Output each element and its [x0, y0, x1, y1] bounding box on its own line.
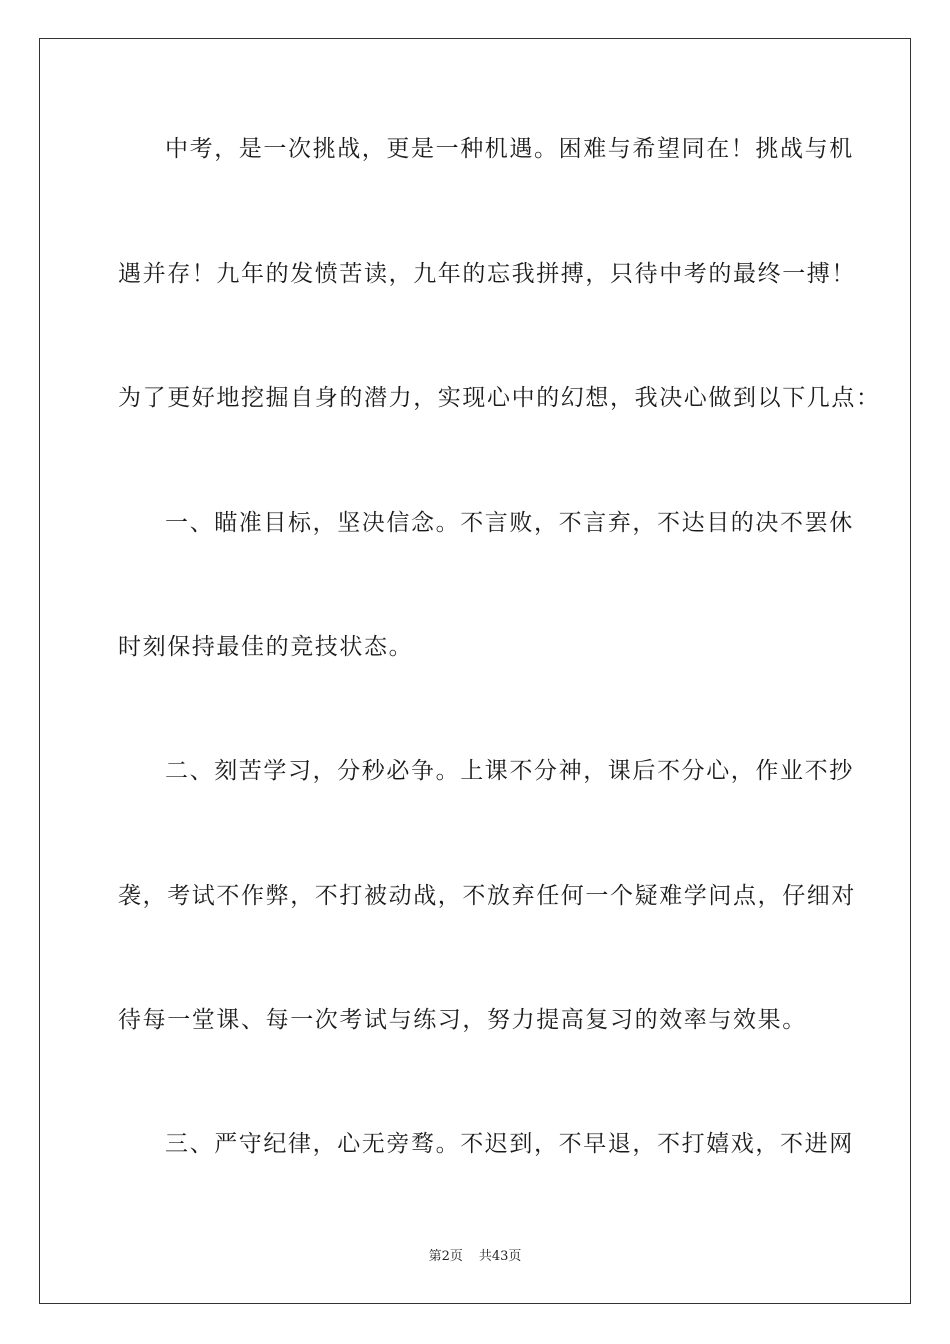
page-frame	[39, 38, 911, 1304]
paragraph-line: 二、刻苦学习，分秒必争。上课不分神，课后不分心，作业不抄	[165, 758, 854, 784]
page-total: 共43页	[478, 1249, 522, 1264]
paragraph-line: 待每一堂课、每一次考试与练习，努力提高复习的效率与效果。	[118, 1007, 807, 1033]
paragraph-line: 为了更好地挖掘自身的潜力，实现心中的幻想，我决心做到以下几点：	[118, 385, 881, 411]
paragraph-line: 时刻保持最佳的竞技状态。	[118, 634, 414, 660]
paragraph-line: 三、严守纪律，心无旁骛。不迟到，不早退，不打嬉戏，不进网	[165, 1131, 854, 1157]
paragraph-line: 袭，考试不作弊，不打被动战，不放弃任何一个疑难学问点，仔细对	[118, 883, 856, 909]
page-footer	[0, 1248, 950, 1266]
paragraph-line: 一、瞄准目标，坚决信念。不言败，不言弃，不达目的决不罢休	[165, 510, 854, 536]
paragraph-line: 遇并存！九年的发愤苦读，九年的忘我拼搏，只待中考的最终一搏！	[118, 261, 856, 287]
paragraph-line: 中考，是一次挑战，更是一种机遇。困难与希望同在！挑战与机	[165, 136, 854, 162]
page-number: 第2页	[428, 1249, 463, 1264]
